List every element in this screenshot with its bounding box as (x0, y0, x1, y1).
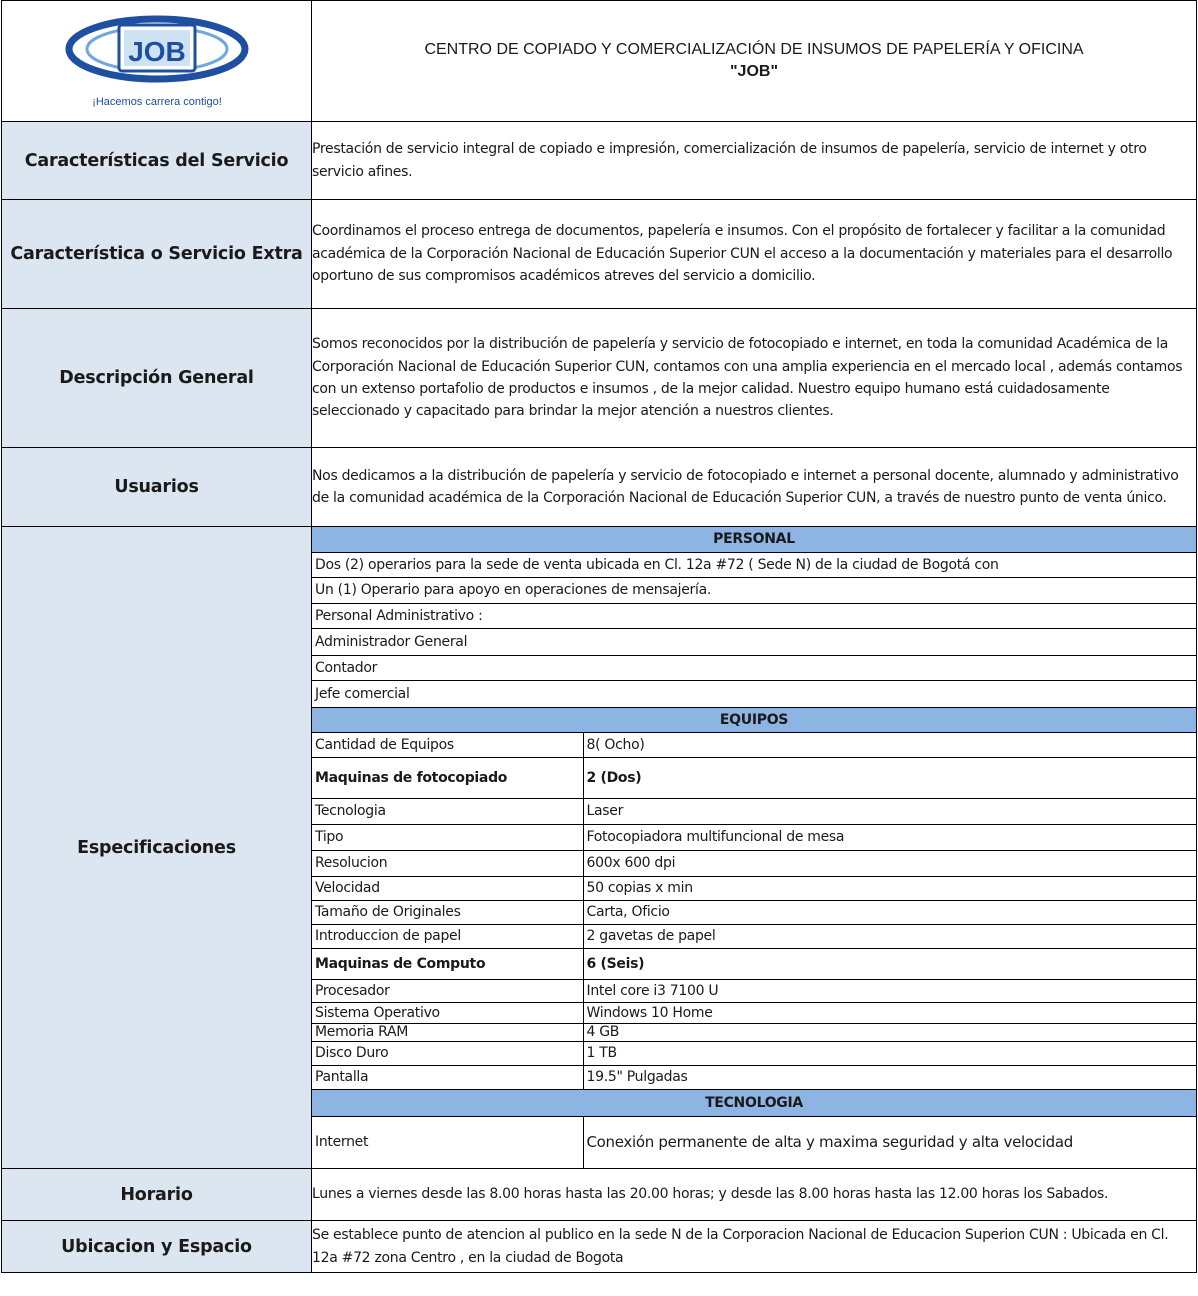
section-tecnologia: TECNOLOGIA (312, 1089, 1196, 1116)
equipo-value: 50 copias x min (583, 876, 1196, 900)
equipo-value: 600x 600 dpi (583, 850, 1196, 876)
label-descripcion: Descripción General (2, 309, 312, 448)
row-ubicacion (2, 1221, 1197, 1273)
title-line-2: "JOB" (729, 63, 779, 80)
text-extra: Coordinamos el proceso entrega de documentos, papelería e insumos. Con el propósito de fortalecer y facilitar a la comunidad académica de la Corporación Nacional de Educación Superior CUN el acceso a la documentación y materiales para el desarrollo oportuno de sus compromisos académicos atreves del servicio a domicilio. (312, 200, 1197, 309)
equipo-key: Tecnologia (312, 798, 583, 824)
equipo-key: Cantidad de Equipos (312, 732, 583, 757)
header-row (2, 1, 1197, 122)
spec-cell (312, 527, 1197, 1169)
text-ubicacion: Se establece punto de atencion al publico en la sede N de la Corporacion Nacional de Educacion Superion CUN : Ubicada en Cl. 12a #72 zona Centro , en la ciudad de Bogota (312, 1221, 1197, 1273)
equipo-value: 8( Ocho) (583, 732, 1196, 757)
equipo-value: Laser (583, 798, 1196, 824)
row-usuarios (2, 448, 1197, 527)
equipo-key: Pantalla (312, 1065, 583, 1089)
spec-table (312, 527, 1196, 1168)
equipo-key: Procesador (312, 979, 583, 1002)
equipo-key: Maquinas de Computo (312, 948, 583, 979)
info-sheet (1, 0, 1197, 1273)
equipo-key: Maquinas de fotocopiado (312, 757, 583, 798)
text-usuarios: Nos dedicamos a la distribución de papelería y servicio de fotocopiado e internet a personal docente, alumnado y administrativo de la comunidad académica de la Corporación Nacional de Educación Superior CUN, a través de nuestro punto de venta único. (312, 448, 1197, 527)
personal-item: Un (1) Operario para apoyo en operaciones de mensajería. (312, 577, 1196, 603)
label-ubicacion: Ubicacion y Espacio (2, 1221, 312, 1273)
header-title (312, 1, 1197, 122)
job-logo-icon (57, 5, 257, 113)
row-extra (2, 200, 1197, 309)
text-descripcion: Somos reconocidos por la distribución de papelería y servicio de fotocopiado e internet, en toda la comunidad Académica de la Corporación Nacional de Educación Superior CUN, contamos con una amplia experiencia en el mercado local , además contamos con un extenso portafolio de productos e insumos , de la mejor calidad. Nuestro equipo humano está cuidadosamente seleccionado y capacitado para brindar la mejor atención a nuestros clientes. (312, 309, 1197, 448)
label-caracteristicas: Características del Servicio (2, 122, 312, 200)
job-logo (57, 5, 257, 113)
equipo-value: Windows 10 Home (583, 1002, 1196, 1023)
logo-wordmark: JOB (127, 36, 186, 67)
equipo-key: Memoria RAM (312, 1023, 583, 1041)
row-descripcion (2, 309, 1197, 448)
equipo-value: Intel core i3 7100 U (583, 979, 1196, 1002)
equipo-key: Introduccion de papel (312, 924, 583, 948)
row-horario (2, 1169, 1197, 1221)
equipo-value: 2 gavetas de papel (583, 924, 1196, 948)
logo-tagline: ¡Hacemos carrera contigo! (91, 96, 222, 108)
internet-value: Conexión permanente de alta y maxima seguridad y alta velocidad (583, 1116, 1196, 1168)
label-horario: Horario (2, 1169, 312, 1221)
equipo-key: Sistema Operativo (312, 1002, 583, 1023)
section-personal: PERSONAL (312, 527, 1196, 552)
equipo-key: Tamaño de Originales (312, 900, 583, 924)
equipo-key: Disco Duro (312, 1041, 583, 1065)
personal-item: Jefe comercial (312, 680, 1196, 707)
internet-key: Internet (312, 1116, 583, 1168)
equipo-value: 6 (Seis) (583, 948, 1196, 979)
equipo-key: Resolucion (312, 850, 583, 876)
equipo-value: Carta, Oficio (583, 900, 1196, 924)
title-line-1: CENTRO DE COPIADO Y COMERCIALIZACIÓN DE INSUMOS DE PAPELERÍA Y OFICINA (424, 41, 1084, 58)
equipo-value: 19.5" Pulgadas (583, 1065, 1196, 1089)
text-caracteristicas: Prestación de servicio integral de copiado e impresión, comercialización de insumos de papelería, servicio de internet y otro servicio afines. (312, 122, 1197, 200)
logo-cell (2, 1, 312, 122)
section-equipos: EQUIPOS (312, 707, 1196, 732)
row-especificaciones (2, 527, 1197, 1169)
equipo-key: Tipo (312, 824, 583, 850)
personal-item: Contador (312, 655, 1196, 680)
row-caracteristicas (2, 122, 1197, 200)
label-especificaciones: Especificaciones (2, 527, 312, 1169)
equipo-value: 1 TB (583, 1041, 1196, 1065)
personal-item: Personal Administrativo : (312, 603, 1196, 628)
personal-item: Administrador General (312, 628, 1196, 655)
equipo-value: 2 (Dos) (583, 757, 1196, 798)
label-usuarios: Usuarios (2, 448, 312, 527)
text-horario: Lunes a viernes desde las 8.00 horas hasta las 20.00 horas; y desde las 8.00 horas hasta las 12.00 horas los Sabados. (312, 1169, 1197, 1221)
equipo-value: Fotocopiadora multifuncional de mesa (583, 824, 1196, 850)
personal-item: Dos (2) operarios para la sede de venta ubicada en Cl. 12a #72 ( Sede N) de la ciudad de Bogotá con (312, 552, 1196, 577)
label-extra: Característica o Servicio Extra (2, 200, 312, 309)
equipo-key: Velocidad (312, 876, 583, 900)
equipo-value: 4 GB (583, 1023, 1196, 1041)
